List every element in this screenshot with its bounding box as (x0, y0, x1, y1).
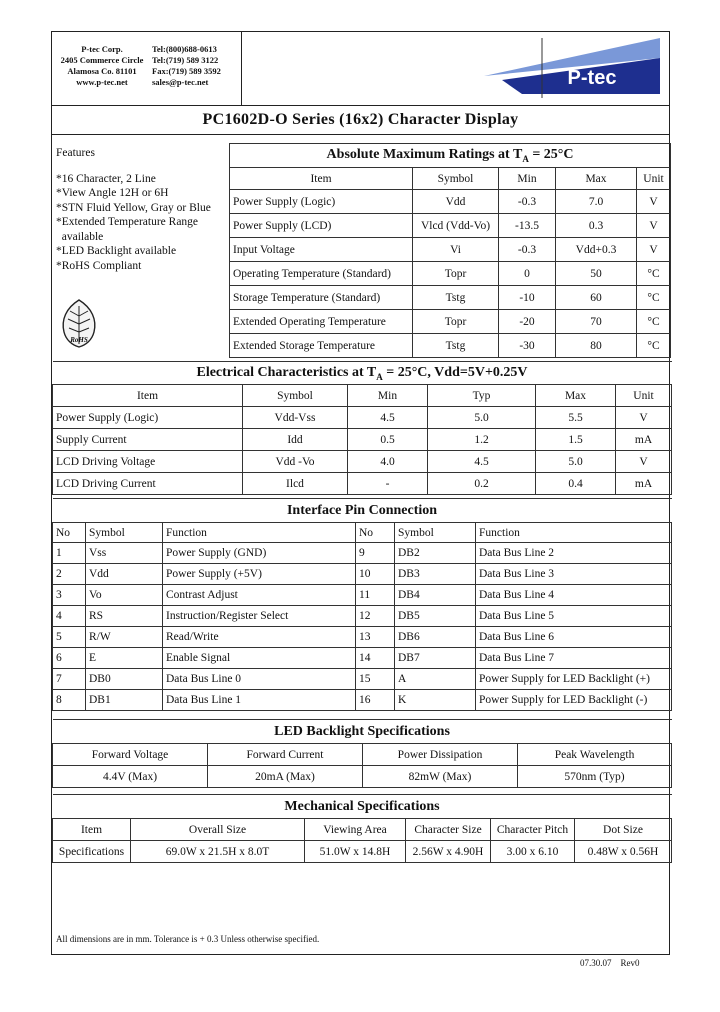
contact-email: sales@p-tec.net (152, 77, 209, 87)
table-cell: 13 (356, 627, 395, 648)
table-cell: V (637, 214, 671, 238)
table-cell: DB6 (395, 627, 476, 648)
table-cell: Power Supply for LED Backlight (+) (476, 669, 672, 690)
table-cell: 0.3 (556, 214, 637, 238)
company-city: Alamosa Co. 81101 (67, 66, 137, 76)
table-cell: DB4 (395, 585, 476, 606)
divider (52, 134, 669, 135)
contact-tel2: Tel:(719) 589 3122 (152, 55, 219, 65)
title-text: = 25°C (528, 147, 574, 163)
header-cell: Unit (637, 168, 671, 190)
table-cell: V (637, 190, 671, 214)
table-row (53, 473, 672, 495)
table-cell: 0 (499, 262, 556, 286)
table-row (53, 543, 672, 564)
table-cell: 7 (53, 669, 86, 690)
table-cell: Vdd -Vo (243, 451, 348, 473)
table-cell: -0.3 (499, 190, 556, 214)
table-row (230, 238, 671, 262)
feature-item: *STN Fluid Yellow, Gray or Blue (56, 201, 211, 214)
table-cell: Contrast Adjust (163, 585, 356, 606)
table-cell: Topr (413, 310, 499, 334)
table-cell: V (616, 407, 672, 429)
title-sub: A (522, 153, 529, 164)
table-cell: DB5 (395, 606, 476, 627)
title-sub: A (376, 371, 383, 382)
header-cell: Item (53, 819, 131, 841)
header-cell: Item (230, 168, 413, 190)
feature-item: available (56, 230, 104, 243)
table-row (53, 627, 672, 648)
table-row (230, 310, 671, 334)
table-cell: 15 (356, 669, 395, 690)
table-cell: Read/Write (163, 627, 356, 648)
pin-header-row (53, 523, 672, 543)
company-street: 2405 Commerce Circle (60, 55, 144, 65)
table-row (53, 564, 672, 585)
table-cell: LCD Driving Voltage (53, 451, 243, 473)
table-cell: 3 (53, 585, 86, 606)
table-cell: °C (637, 334, 671, 358)
table-cell: Storage Temperature (Standard) (230, 286, 413, 310)
table-cell: 0.48W x 0.56H (575, 841, 672, 863)
header-cell: Symbol (86, 523, 163, 543)
table-cell: LCD Driving Current (53, 473, 243, 495)
table-cell: Specifications (53, 841, 131, 863)
table-cell: A (395, 669, 476, 690)
table-cell: Supply Current (53, 429, 243, 451)
header-cell: Symbol (413, 168, 499, 190)
electrical-table (52, 361, 672, 495)
table-cell: Input Voltage (230, 238, 413, 262)
rohs-label: RoHS (70, 336, 88, 344)
table-cell: 570nm (Typ) (518, 766, 672, 788)
feature-item: *RoHS Compliant (56, 259, 142, 272)
header-cell: Min (348, 385, 428, 407)
electrical-title (53, 362, 672, 385)
header-cell: No (53, 523, 86, 543)
table-cell: °C (637, 262, 671, 286)
table-cell: Vss (86, 543, 163, 564)
table-row (53, 451, 672, 473)
header-cell: Min (499, 168, 556, 190)
table-cell: Power Supply (LCD) (230, 214, 413, 238)
table-cell: Vi (413, 238, 499, 262)
title-text: = 25°C, Vdd=5V+0.25V (382, 364, 528, 380)
table-cell: 5.0 (536, 451, 616, 473)
table-cell: Data Bus Line 4 (476, 585, 672, 606)
table-cell: Data Bus Line 3 (476, 564, 672, 585)
table-cell: Extended Operating Temperature (230, 310, 413, 334)
header-cell: Dot Size (575, 819, 672, 841)
table-cell: Data Bus Line 6 (476, 627, 672, 648)
table-cell: 14 (356, 648, 395, 669)
company-address (56, 44, 148, 88)
date-code: 07.30.07 Rev0 (580, 958, 640, 968)
company-website: www.p-tec.net (76, 77, 128, 87)
table-cell: Extended Storage Temperature (230, 334, 413, 358)
header-cell: Function (163, 523, 356, 543)
table-row (230, 190, 671, 214)
table-row (53, 429, 672, 451)
table-row (53, 766, 672, 788)
table-cell: 20mA (Max) (208, 766, 363, 788)
table-cell: Vdd (86, 564, 163, 585)
table-row (230, 334, 671, 358)
table-cell: 5 (53, 627, 86, 648)
feature-item: *LED Backlight available (56, 245, 177, 257)
header-cell: Function (476, 523, 672, 543)
features-list (56, 146, 226, 273)
table-cell: 0.4 (536, 473, 616, 495)
table-cell: V (637, 238, 671, 262)
table-row (53, 407, 672, 429)
table-cell: Power Supply (+5V) (163, 564, 356, 585)
table-cell: 4.4V (Max) (53, 766, 208, 788)
table-cell: K (395, 690, 476, 711)
abs-max-title (230, 144, 671, 168)
table-cell: 80 (556, 334, 637, 358)
header-cell: Item (53, 385, 243, 407)
pin-table (52, 498, 672, 711)
table-row (53, 606, 672, 627)
contact-fax: Fax:(719) 589 3592 (152, 66, 221, 76)
table-cell: -30 (499, 334, 556, 358)
header-cell: Unit (616, 385, 672, 407)
table-cell: °C (637, 286, 671, 310)
table-cell: Data Bus Line 2 (476, 543, 672, 564)
header-cell: Overall Size (131, 819, 305, 841)
table-cell: RS (86, 606, 163, 627)
header-cell: Max (536, 385, 616, 407)
table-cell: 70 (556, 310, 637, 334)
table-cell: 10 (356, 564, 395, 585)
table-cell: 69.0W x 21.5H x 8.0T (131, 841, 305, 863)
table-row (230, 262, 671, 286)
table-cell: mA (616, 429, 672, 451)
company-contact (152, 44, 240, 88)
contact-tel1: Tel:(800)688-0613 (152, 44, 217, 54)
footnote: All dimensions are in mm. Tolerance is + 0.3 Unless otherwise specified. (56, 934, 320, 944)
rohs-leaf-icon (58, 298, 100, 350)
table-cell: 60 (556, 286, 637, 310)
table-cell: 2.56W x 4.90H (406, 841, 491, 863)
mech-table (52, 794, 672, 863)
company-name: P-tec Corp. (81, 44, 123, 54)
table-row (230, 214, 671, 238)
title-text: Electrical Characteristics at T (196, 364, 377, 380)
table-cell: 0.5 (348, 429, 428, 451)
table-cell: Power Supply (Logic) (53, 407, 243, 429)
header-cell: Symbol (243, 385, 348, 407)
table-cell: 7.0 (556, 190, 637, 214)
abs-max-header-row (230, 168, 671, 190)
mech-title: Mechanical Specifications (53, 795, 672, 819)
header-cell: Peak Wavelength (518, 744, 672, 766)
table-cell: 16 (356, 690, 395, 711)
table-cell: 1.2 (428, 429, 536, 451)
table-cell: 2 (53, 564, 86, 585)
table-cell: Tstg (413, 286, 499, 310)
table-row (53, 841, 672, 863)
table-cell: Vdd (413, 190, 499, 214)
table-cell: 5.5 (536, 407, 616, 429)
table-cell: Power Supply for LED Backlight (-) (476, 690, 672, 711)
table-cell: DB2 (395, 543, 476, 564)
table-cell: -13.5 (499, 214, 556, 238)
header-cell: Forward Voltage (53, 744, 208, 766)
table-cell: 0.2 (428, 473, 536, 495)
table-cell: Tstg (413, 334, 499, 358)
table-cell: 4.0 (348, 451, 428, 473)
table-row (53, 690, 672, 711)
led-title: LED Backlight Specifications (53, 720, 672, 744)
table-cell: V (616, 451, 672, 473)
table-cell: -0.3 (499, 238, 556, 262)
table-row (53, 648, 672, 669)
logo-text: P-tec (567, 67, 617, 89)
electrical-header-row (53, 385, 672, 407)
header-cell: Character Pitch (491, 819, 575, 841)
table-cell: 11 (356, 585, 395, 606)
company-info (52, 32, 242, 105)
table-cell: Idd (243, 429, 348, 451)
table-cell: Vo (86, 585, 163, 606)
mech-header-row (53, 819, 672, 841)
table-cell: mA (616, 473, 672, 495)
table-cell: - (348, 473, 428, 495)
header-cell: Power Dissipation (363, 744, 518, 766)
table-cell: -20 (499, 310, 556, 334)
header-cell: Max (556, 168, 637, 190)
table-cell: Instruction/Register Select (163, 606, 356, 627)
table-cell: 4 (53, 606, 86, 627)
table-cell: Vdd-Vss (243, 407, 348, 429)
led-table (52, 719, 672, 788)
table-row (53, 669, 672, 690)
table-cell: 8 (53, 690, 86, 711)
header-cell: No (356, 523, 395, 543)
table-cell: 12 (356, 606, 395, 627)
table-cell: DB3 (395, 564, 476, 585)
table-cell: 5.0 (428, 407, 536, 429)
feature-item: *View Angle 12H or 6H (56, 187, 169, 199)
table-cell: Topr (413, 262, 499, 286)
header-cell: Character Size (406, 819, 491, 841)
table-cell: Data Bus Line 0 (163, 669, 356, 690)
table-cell: Enable Signal (163, 648, 356, 669)
led-header-row (53, 744, 672, 766)
table-cell: DB1 (86, 690, 163, 711)
abs-max-table (229, 143, 671, 358)
table-cell: Data Bus Line 5 (476, 606, 672, 627)
table-cell: 51.0W x 14.8H (305, 841, 406, 863)
table-cell: DB0 (86, 669, 163, 690)
table-cell: 4.5 (428, 451, 536, 473)
pin-title: Interface Pin Connection (53, 499, 672, 523)
header-cell: Symbol (395, 523, 476, 543)
header-cell: Viewing Area (305, 819, 406, 841)
table-row (230, 286, 671, 310)
table-row (53, 585, 672, 606)
table-cell: E (86, 648, 163, 669)
table-cell: 82mW (Max) (363, 766, 518, 788)
table-cell: R/W (86, 627, 163, 648)
table-cell: Vdd+0.3 (556, 238, 637, 262)
table-cell: 1 (53, 543, 86, 564)
header-cell: Typ (428, 385, 536, 407)
table-cell: -10 (499, 286, 556, 310)
table-cell: Data Bus Line 7 (476, 648, 672, 669)
table-cell: 4.5 (348, 407, 428, 429)
feature-item: *16 Character, 2 Line (56, 172, 156, 185)
table-cell: Power Supply (Logic) (230, 190, 413, 214)
table-cell: Data Bus Line 1 (163, 690, 356, 711)
features-heading: Features (56, 147, 95, 159)
ptec-logo (482, 36, 662, 100)
feature-item: *Extended Temperature Range (56, 216, 199, 228)
title-text: Absolute Maximum Ratings at T (326, 147, 523, 163)
header-cell: Forward Current (208, 744, 363, 766)
table-cell: 9 (356, 543, 395, 564)
table-cell: Operating Temperature (Standard) (230, 262, 413, 286)
table-cell: Vlcd (Vdd-Vo) (413, 214, 499, 238)
table-cell: 3.00 x 6.10 (491, 841, 575, 863)
page-title: PC1602D-O Series (16x2) Character Display (202, 111, 519, 128)
table-cell: 1.5 (536, 429, 616, 451)
table-cell: °C (637, 310, 671, 334)
table-cell: Ilcd (243, 473, 348, 495)
table-cell: DB7 (395, 648, 476, 669)
table-cell: Power Supply (GND) (163, 543, 356, 564)
table-cell: 50 (556, 262, 637, 286)
datasheet-frame (51, 31, 670, 955)
table-cell: 6 (53, 648, 86, 669)
